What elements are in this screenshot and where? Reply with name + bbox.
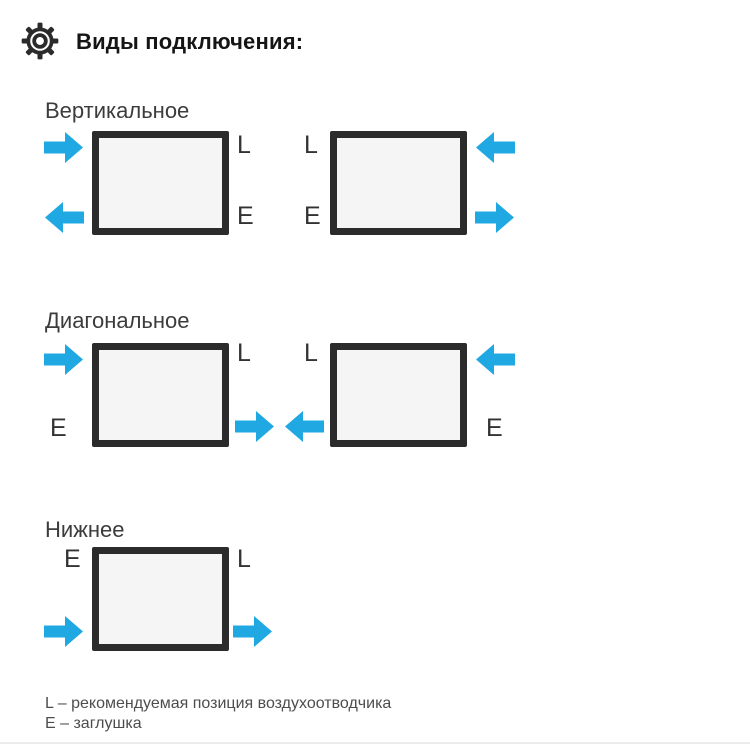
flow-arrow-right-icon <box>235 410 275 443</box>
legend-air-vent: L – рекомендуемая позиция воздухоотводчика <box>45 695 392 712</box>
page-title: Виды подключения: <box>76 29 304 54</box>
port-label-plug: E <box>237 202 254 230</box>
section-label-diagonal: Диагональное <box>45 308 190 333</box>
flow-arrow-left-icon <box>475 343 515 376</box>
port-label-air-vent: L <box>237 131 251 159</box>
flow-arrow-right-icon <box>233 615 273 648</box>
port-label-air-vent: L <box>304 131 318 159</box>
bottom-divider <box>0 742 750 744</box>
flow-arrow-right-icon <box>44 343 84 376</box>
flow-arrow-left-icon <box>475 131 515 164</box>
port-label-plug: E <box>486 414 503 442</box>
port-label-plug: E <box>50 414 67 442</box>
radiator-rect <box>92 131 229 235</box>
port-label-air-vent: L <box>237 339 251 367</box>
gear-icon <box>20 21 60 61</box>
radiator-rect <box>330 131 467 235</box>
port-label-plug: E <box>304 202 321 230</box>
flow-arrow-left-icon <box>44 201 84 234</box>
legend-plug: E – заглушка <box>45 715 142 732</box>
radiator-rect <box>92 343 229 447</box>
port-label-plug: E <box>64 545 81 573</box>
radiator-rect <box>330 343 467 447</box>
port-label-air-vent: L <box>237 545 251 573</box>
port-label-air-vent: L <box>304 339 318 367</box>
radiator-rect <box>92 547 229 651</box>
flow-arrow-right-icon <box>44 131 84 164</box>
flow-arrow-left-icon <box>284 410 324 443</box>
section-label-bottom: Нижнее <box>45 517 125 542</box>
flow-arrow-right-icon <box>44 615 84 648</box>
flow-arrow-right-icon <box>475 201 515 234</box>
section-label-vertical: Вертикальное <box>45 98 190 123</box>
